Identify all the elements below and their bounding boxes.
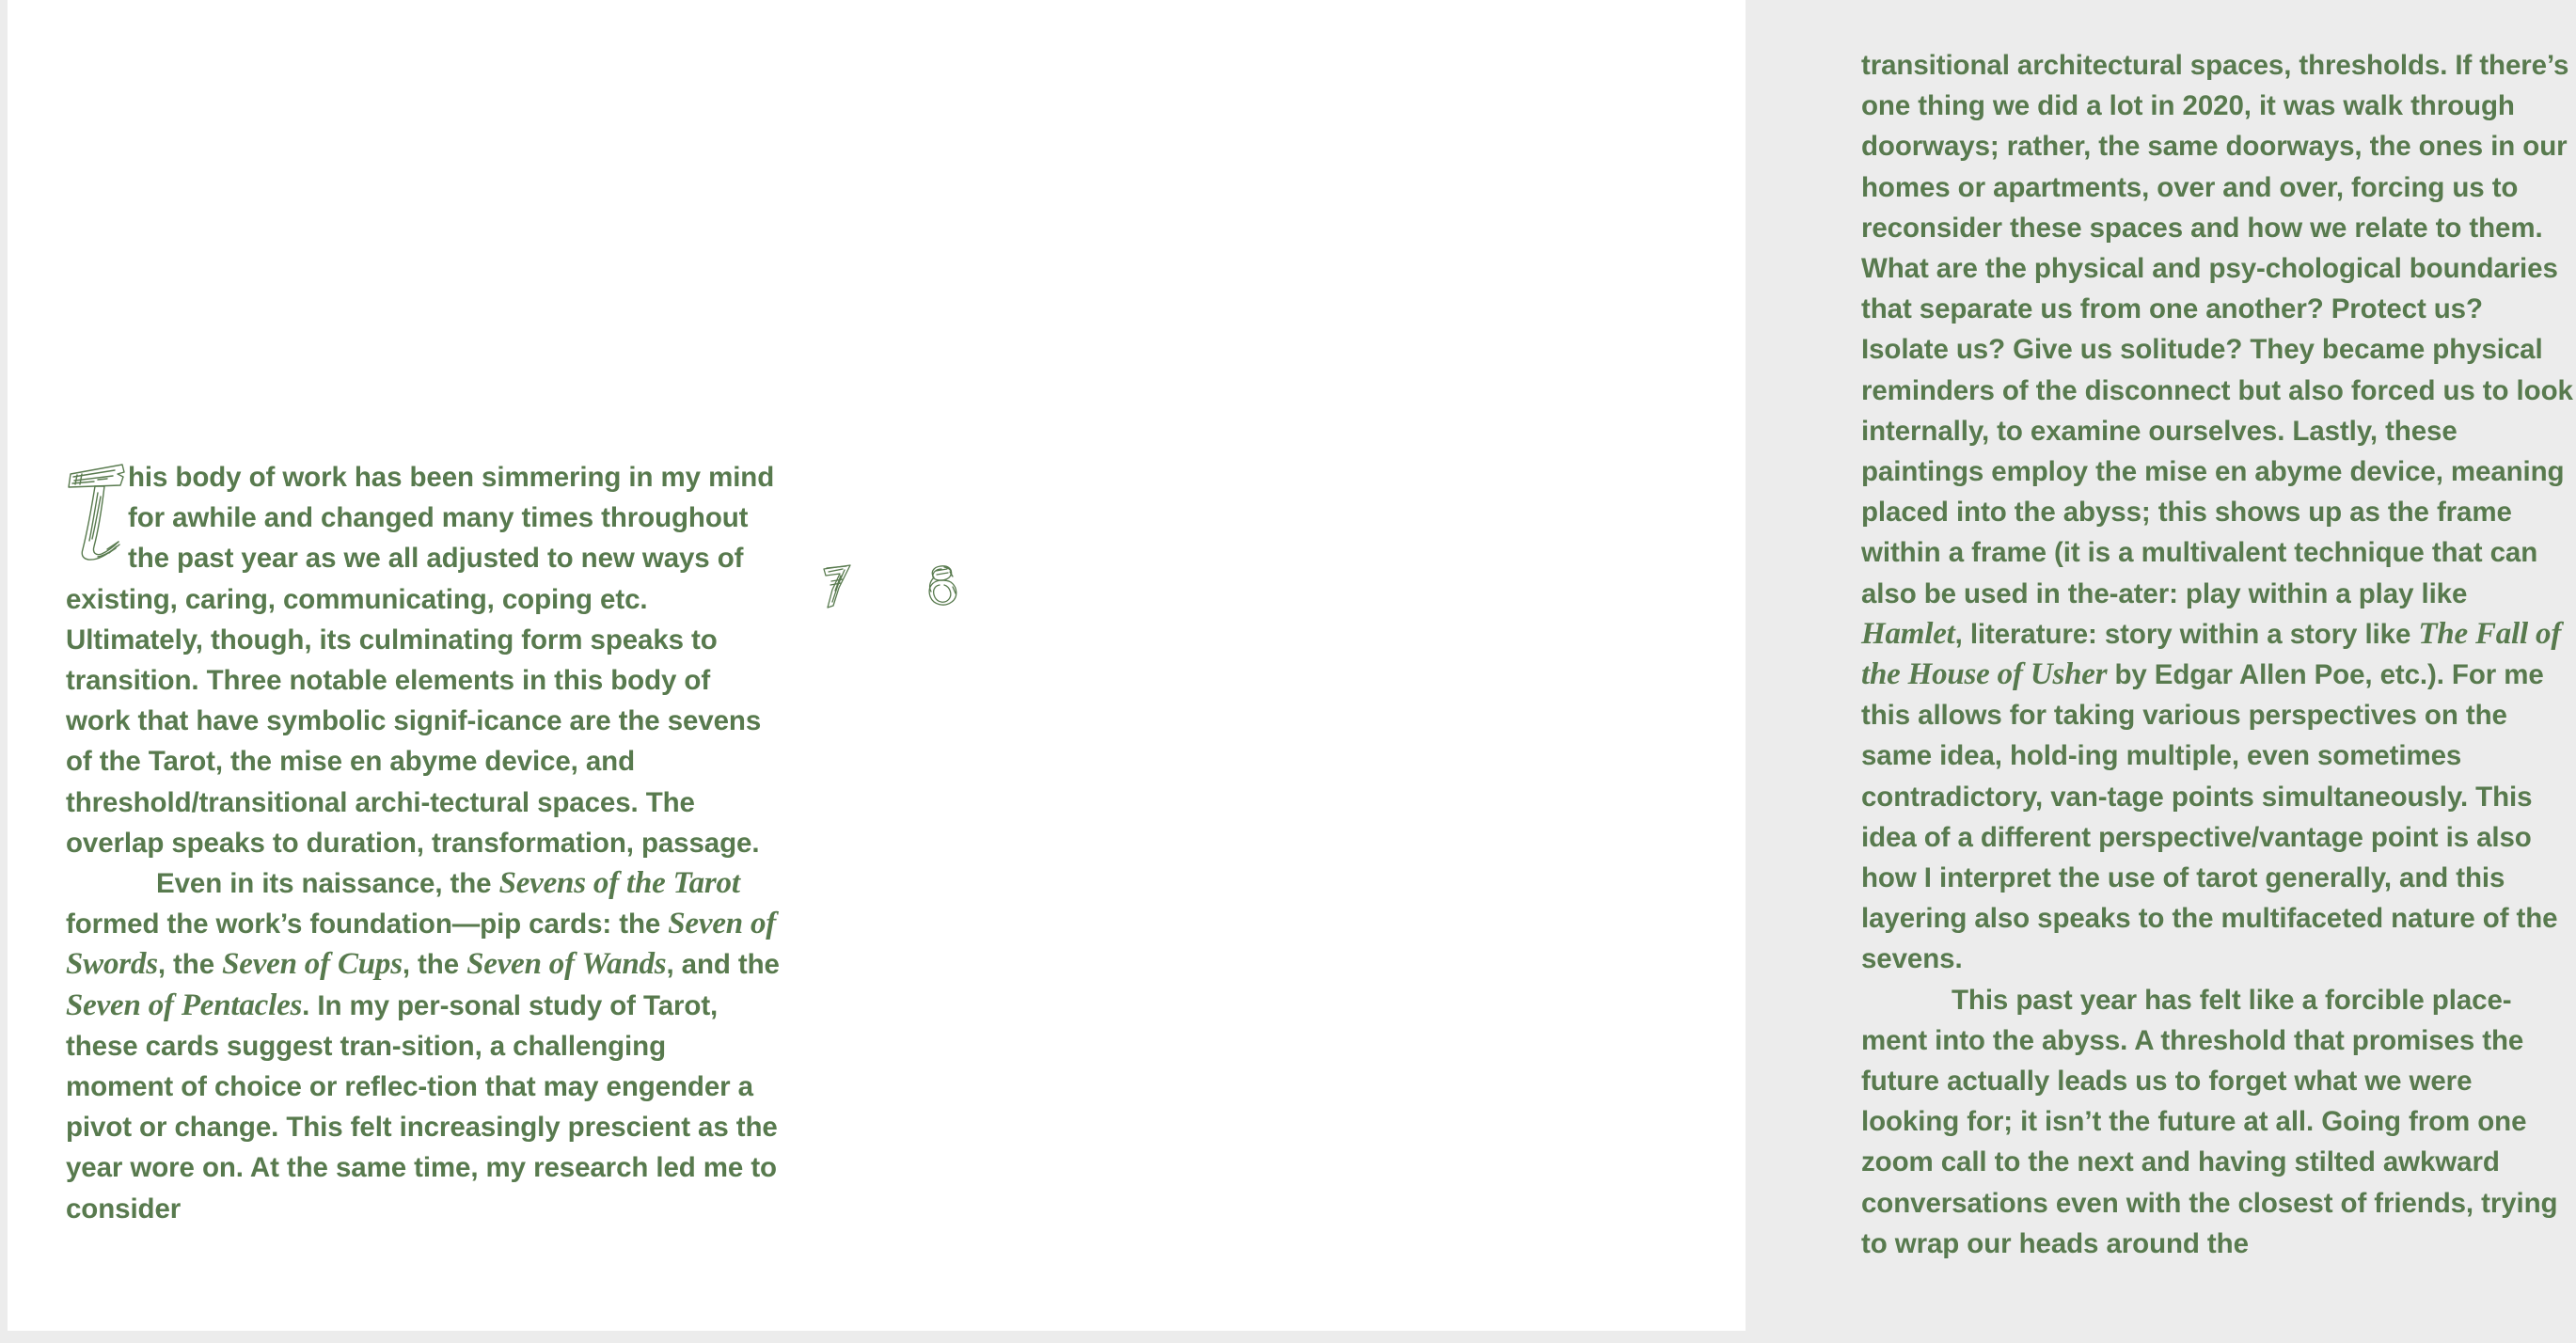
- p4-run-1: This past year has felt like a forcible place-ment into the abyss. A threshold that promises the future actually leads us to forget what we were looking for; it isn’t the future at all. Going from one zoom call to the next and having stilted awkward conversations even with the closest of friends, trying to wrap our heads around the: [1861, 984, 2558, 1259]
- page-number-left: [818, 561, 860, 613]
- p2-run-1: Even in its naissance, the: [156, 868, 499, 900]
- p2-run-3: formed the work’s foundation—pip cards: the: [66, 908, 669, 940]
- p1-run-1: his body of work has been simmering in my mind for awhile and changed many times throughout the past year as we all adjusted to new ways of existing, caring, communicating, coping etc. Ultimately, though, its culminating form speaks to transition. Three notable elements in this body of work that have symbolic signif-icance are the sevens of the Tarot, the mise en abyme device, and threshold/transitional archi-tectural spaces. The overlap speaks to duration, transformation, passage.: [66, 462, 775, 859]
- p2-run-5: , the: [157, 949, 223, 981]
- paragraph-3: [1861, 45, 2576, 980]
- right-page: [877, 0, 2573, 1331]
- dropcap-spacer: [66, 457, 128, 568]
- title-sevens-of-the-tarot: Sevens of the Tarot: [498, 866, 740, 901]
- book-spread: [8, 0, 2573, 1331]
- p2-run-11: . In my per-sonal study of Tarot, these cards suggest tran-sition, a challenging moment of choice or reflec-tion that may engender a pivot or change. This felt increasingly prescient as the year wore on. At the same time, my research led me to consider: [66, 989, 778, 1224]
- title-fall-of-the-house-of-usher: The Fall of the House of Usher: [1861, 616, 2562, 692]
- page-number-right: [922, 561, 963, 613]
- paragraph-2: [66, 863, 781, 1229]
- right-column-text: [1861, 45, 2576, 1264]
- title-hamlet: Hamlet: [1861, 616, 1955, 651]
- title-seven-of-cups: Seven of Cups: [222, 947, 403, 982]
- p3-run-3: , literature: story within a story like: [1954, 618, 2419, 650]
- p2-run-7: , the: [402, 949, 467, 981]
- p3-run-1: transitional architectural spaces, thresholds. If there’s one thing we did a lot in 2020, it was walk through doorways; rather, the same doorways, the ones in our homes or apartments, over and over, forcing us to reconsider these spaces and how we relate to them. What are the physical and psy-chological boundaries that separate us from one another? Protect us? Isolate us? Give us solitude? They became physical reminders of the disconnect but also forced us to look internally, to examine ourselves. Lastly, these paintings employ the mise en abyme device, meaning placed into the abyss; this shows up as the frame within a frame (it is a multivalent technique that can also be used in the-ater: play within a play like: [1861, 50, 2573, 609]
- title-seven-of-pentacles: Seven of Pentacles: [66, 988, 303, 1022]
- title-seven-of-wands: Seven of Wands: [466, 947, 667, 982]
- paragraph-4: [1861, 980, 2576, 1264]
- left-page: [8, 0, 877, 1331]
- p3-run-5: by Edgar Allen Poe, etc.). For me this allows for taking various perspectives on the same idea, hold-ing multiple, even sometimes contradictory, van-tage points simultaneously. This idea of a different perspective/vantage point is also how I interpret the use of tarot generally, and this layering also speaks to the multifaceted nature of the sevens.: [1861, 659, 2558, 975]
- title-seven-of-swords: Seven of Swords: [66, 907, 777, 982]
- left-column-text: [66, 457, 781, 1229]
- paragraph-1: [66, 457, 781, 863]
- p2-run-9: , and the: [666, 949, 780, 981]
